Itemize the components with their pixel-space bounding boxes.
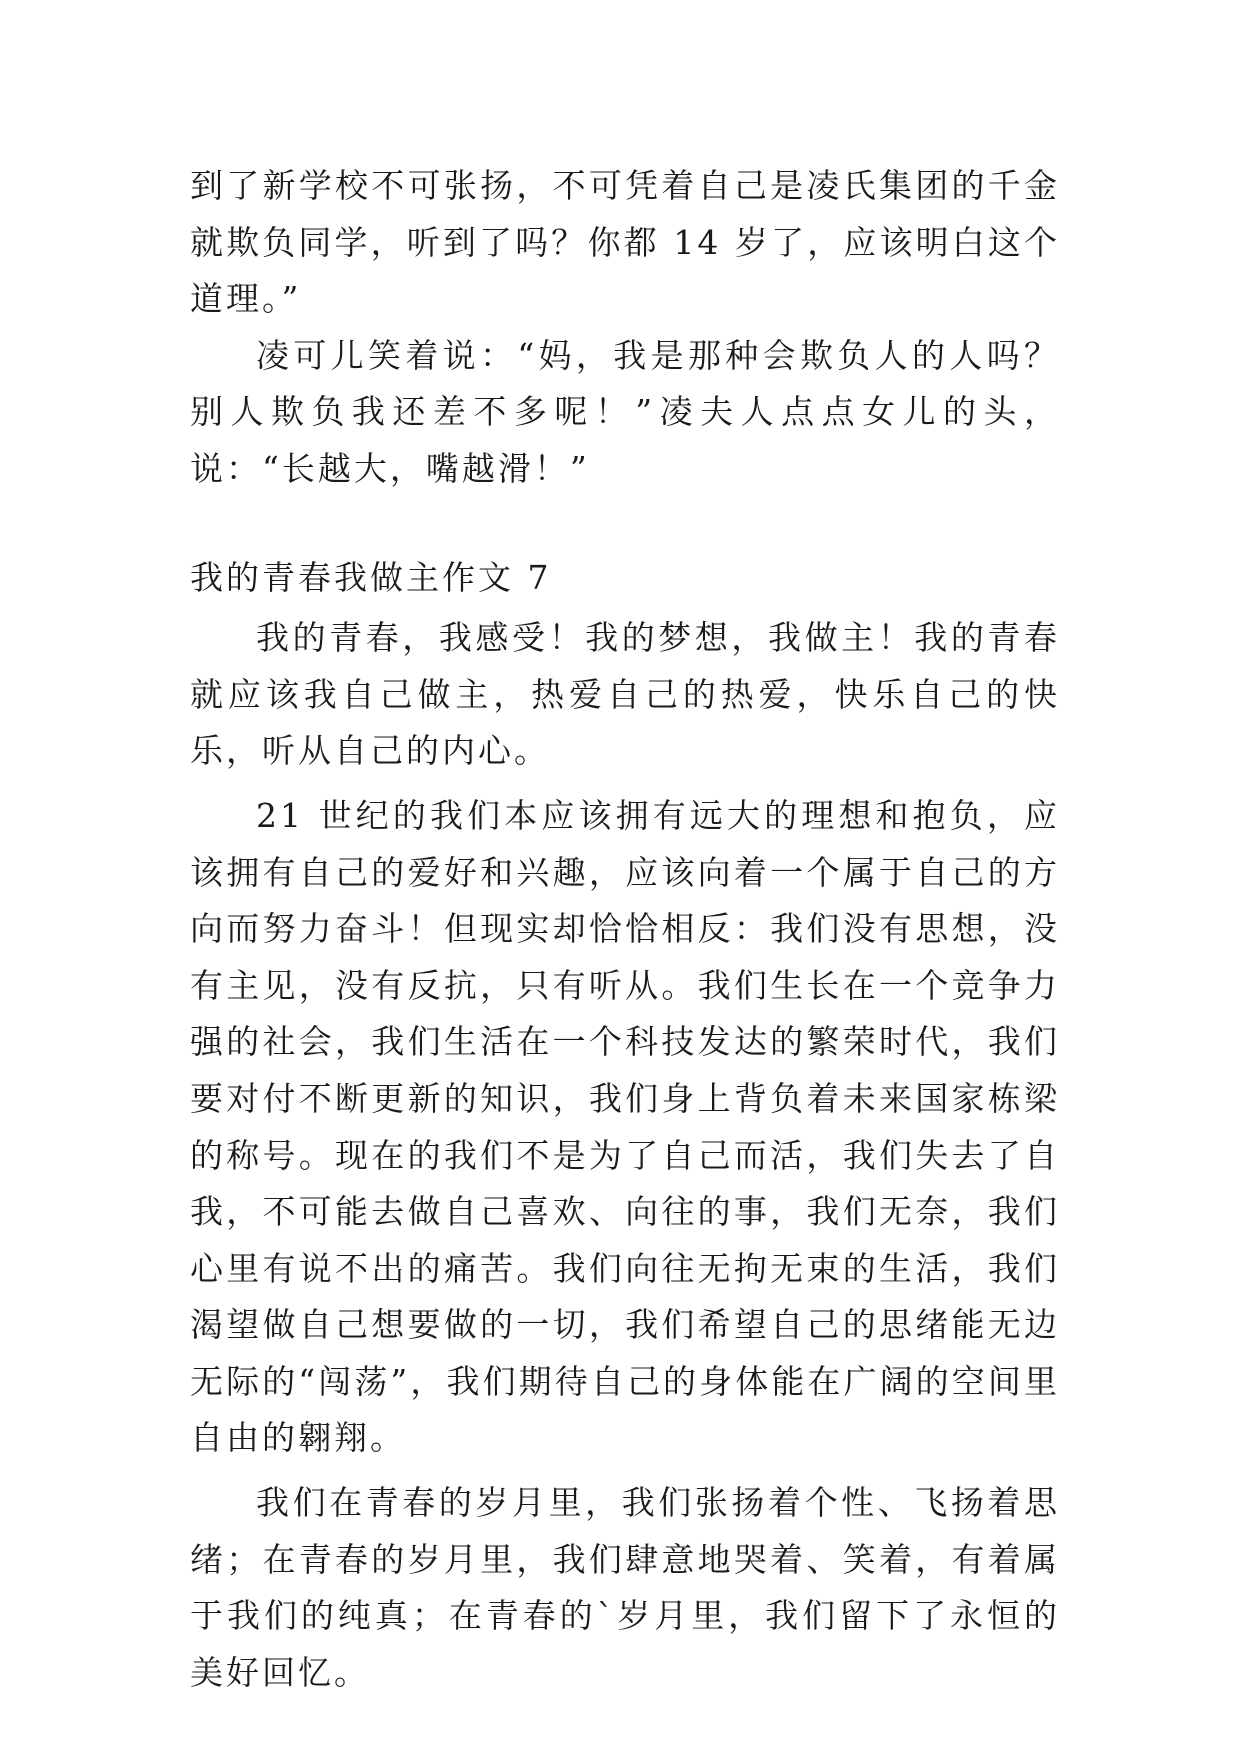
paragraph-dialogue: 凌可儿笑着说：“妈，我是那种会欺负人的人吗？别人欺负我还差不多呢！”凌夫人点点女儿的头，说：“长越大，嘴越滑！” [190,335,1060,488]
paragraph-closing: 我们在青春的岁月里，我们张扬着个性、飞扬着思绪；在青春的岁月里，我们肆意地哭着、笑着，有着属于我们的纯真；在青春的`岁月里，我们留下了永恒的美好回忆。 [190,1483,1060,1692]
paragraph-continued: 到了新学校不可张扬，不可凭着自己是凌氏集团的千金就欺负同学，听到了吗？你都 14 岁了，应该明白这个道理。” [190,166,1060,319]
section-title: 我的青春我做主作文 7 [190,557,552,597]
paragraph-body: 21 世纪的我们本应该拥有远大的理想和抱负，应该拥有自己的爱好和兴趣，应该向着一个属于自己的方向而努力奋斗！但现实却恰恰相反：我们没有思想，没有主见，没有反抗，只有听从。我们生长在一个竞争力强的社会，我们生活在一个科技发达的繁荣时代，我们要对付不断更新的知识，我们身上背负着未来国家栋梁的称号。现在的我们不是为了自己而活，我们失去了自我，不可能去做自己喜欢、向往的事，我们无奈，我们心里有说不出的痛苦。我们向往无拘无束的生活，我们渴望做自己想要做的一切，我们希望自己的思绪能无边无际的“闯荡”，我们期待自己的身体能在广阔的空间里自由的翱翔。 [190,795,1060,1458]
document-page [190,158,1060,1701]
paragraph-intro: 我的青春，我感受！我的梦想，我做主！我的青春就应该我自己做主，热爱自己的热爱，快乐自己的快乐，听从自己的内心。 [190,618,1060,771]
